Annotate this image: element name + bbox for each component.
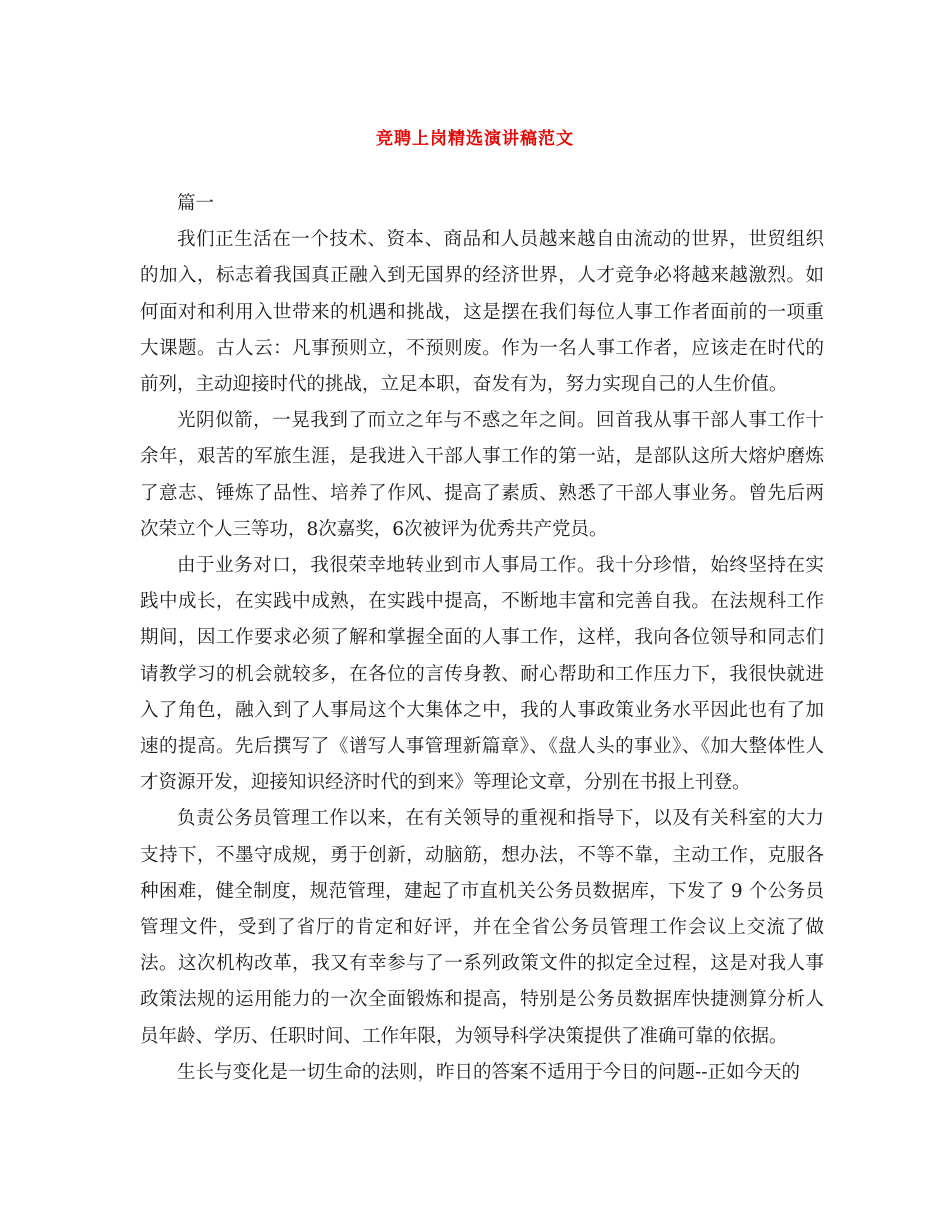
paragraph-1: 我们正生活在一个技术、资本、商品和人员越来越自由流动的世界，世贸组织的加入，标志着我国真正融入到无国界的经济世界，人才竞争必将越来越激烈。如何面对和利用入世带来的机遇和挑战，这是摆在我们每位人事工作者面前的一项重大课题。古人云：凡事预则立，不预则废。作为一名人事工作者，应该走在时代的前列，主动迎接时代的挑战，立足本职，奋发有为，努力实现自己的人生价值。: [140, 229, 824, 396]
document-title: 竞聘上岗精选演讲稿范文: [376, 129, 574, 149]
section-label: 篇一: [177, 193, 215, 214]
paragraph-4: 负责公务员管理工作以来，在有关领导的重视和指导下，以及有关科室的大力支持下，不墨守成规，勇于创新，动脑筋，想办法，不等不靠，主动工作，克服各种困难，健全制度，规范管理，建起了市直机关公务员数据库，下发了 9 个公务员管理文件，受到了省厅的肯定和好评，并在全省公务员管理工作会议上交流了做法。这次机构改革，我又有幸参与了一系列政策文件的拟定全过程，这是对我人事政策法规的运用能力的一次全面锻炼和提高，特别是公务员数据库快捷测算分析人员年龄、学历、任职时间、工作年限，为领导科学决策提供了准确可靠的依据。: [140, 808, 824, 1047]
paragraph-5: 生长与变化是一切生命的法则，昨日的答案不适用于今日的问题--正如今天的: [177, 1061, 801, 1083]
paragraph-3: 由于业务对口，我很荣幸地转业到市人事局工作。我十分珍惜，始终坚持在实践中成长，在实践中成熟，在实践中提高，不断地丰富和完善自我。在法规科工作期间，因工作要求必须了解和掌握全面的人事工作，这样，我向各位领导和同志们请教学习的机会就较多，在各位的言传身教、耐心帮助和工作压力下，我很快就进入了角色，融入到了人事局这个大集体之中，我的人事政策业务水平因此也有了加速的提高。先后撰写了《谱写人事管理新篇章》、《盘人头的事业》、《加大整体性人才资源开发，迎接知识经济时代的到来》等理论文章，分别在书报上刊登。: [140, 555, 824, 794]
document-body: [140, 186, 824, 1091]
paragraph-2: 光阴似箭，一晃我到了而立之年与不惑之年之间。回首我从事干部人事工作十余年，艰苦的军旅生涯，是我进入干部人事工作的第一站，是部队这所大熔炉磨炼了意志、锤炼了品性、培养了作风、提高了素质、熟悉了干部人事业务。曾先后两次荣立个人三等功，8次嘉奖，6次被评为优秀共产党员。: [140, 410, 824, 540]
